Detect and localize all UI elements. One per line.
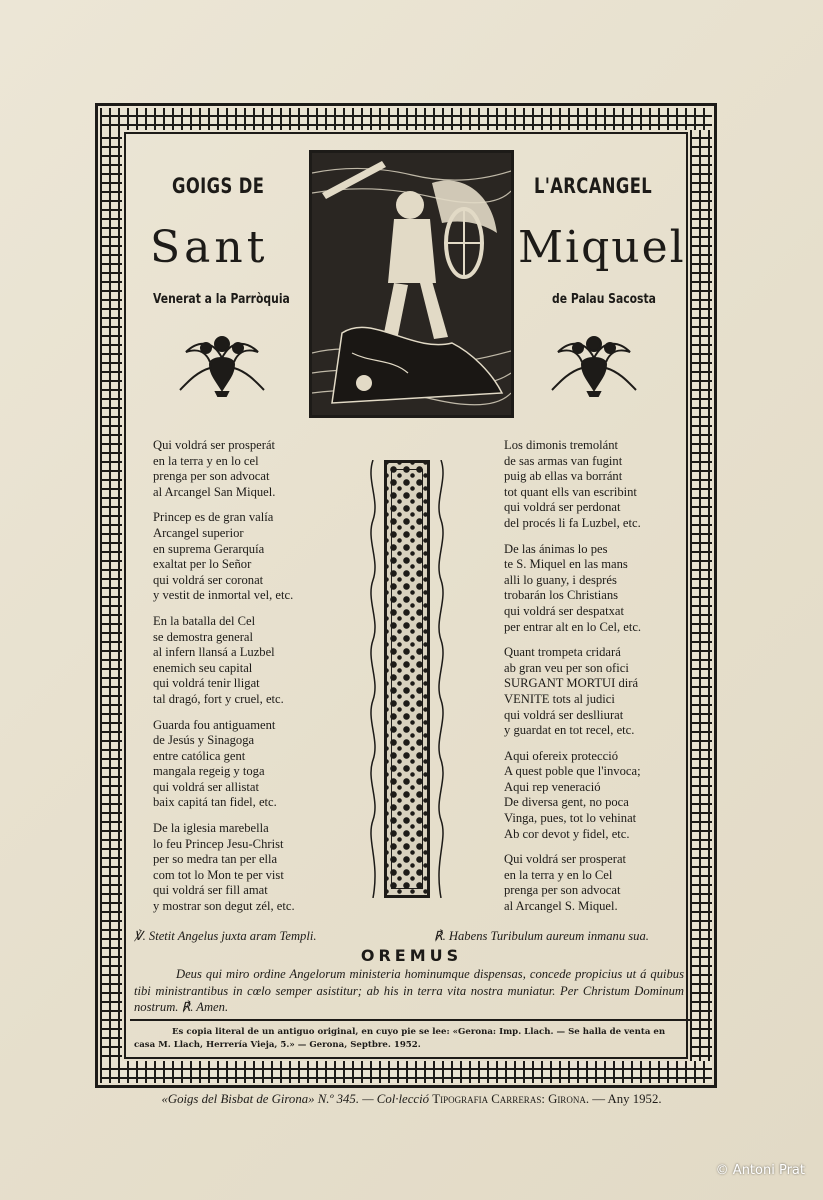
verse-line: qui voldrá ser coronat bbox=[153, 572, 264, 587]
verse-line: VENITE tots al judici bbox=[504, 691, 615, 706]
verse-line: se demostra general bbox=[153, 629, 254, 644]
verses-left bbox=[153, 438, 295, 915]
verse-line: al Arcangel San Miquel. bbox=[153, 484, 276, 499]
verse-line: en la terra y en lo cel bbox=[153, 453, 259, 468]
verse-line: Qui voldrá ser prosperat bbox=[504, 852, 627, 867]
verse-line: De la iglesia marebella bbox=[153, 821, 269, 836]
verse-line: Arcangel superior bbox=[153, 525, 244, 540]
verse-line: Qui voldrá ser prosperát bbox=[153, 438, 276, 452]
footer-line bbox=[0, 1092, 823, 1107]
verse-line: qui voldrá ser perdonat bbox=[504, 500, 621, 515]
colophon-note: Es copia literal de un antiguo original, en cuyo pie se lee: «Gerona: Imp. Llach. — Se halla de venta en casa M. Llach, Herrería Vieja, 5.» — Gerona, Septbre. 1952. bbox=[134, 1027, 666, 1050]
subtitle-right: de Palau Sacosta bbox=[552, 291, 656, 307]
verse-line: te S. Miquel en las mans bbox=[504, 557, 628, 572]
verse-line: en suprema Gerarquía bbox=[153, 541, 265, 556]
verse-line: tot quant ells van escribint bbox=[504, 484, 637, 499]
heading-right: L'ARCANGEL bbox=[534, 174, 653, 198]
response: ℟. Habens Turibulum aureum inmanu sua. bbox=[434, 929, 649, 943]
verse-line: y mostrar son degut zél, etc. bbox=[153, 899, 295, 914]
verse-line: per entrar alt en lo Cel, etc. bbox=[504, 619, 642, 634]
vine-left-icon bbox=[366, 460, 380, 898]
stanza-gap bbox=[153, 604, 295, 614]
floral-urn-icon-right bbox=[548, 328, 640, 398]
verse-line: SURGANT MORTUI dirá bbox=[504, 676, 639, 691]
stanza-gap bbox=[504, 842, 641, 852]
verse-line: A quest poble que l'invoca; bbox=[504, 764, 641, 779]
verse-line: baix capitá tan fidel, etc. bbox=[153, 795, 277, 810]
stanza-gap bbox=[153, 708, 295, 718]
verses-right bbox=[504, 438, 641, 915]
verse-line: del procés li fa Luzbel, etc. bbox=[504, 515, 641, 530]
verse-line: y vestit de inmortal vel, etc. bbox=[153, 588, 294, 603]
verse-line: y guardat en tot recel, etc. bbox=[504, 723, 635, 738]
verse-line: al Arcangel S. Miquel. bbox=[504, 899, 618, 914]
title-sant: Sant bbox=[150, 222, 269, 273]
verse-line: al infern llansá a Luzbel bbox=[153, 645, 275, 660]
photo-credit: © Antoni Prat bbox=[715, 1163, 805, 1178]
verse-line: qui voldrá ser allistat bbox=[153, 779, 259, 794]
verse-line: en la terra y en lo Cel bbox=[504, 867, 613, 882]
verse-line: Quant trompeta cridará bbox=[504, 645, 621, 660]
pillar-inner-rule bbox=[391, 469, 423, 889]
footer-series: «Goigs del Bisbat de Girona» N.º 345. — bbox=[161, 1092, 374, 1106]
archangel-figure-icon bbox=[312, 153, 511, 415]
verse-line: ab gran veu per son ofici bbox=[504, 660, 629, 675]
verse-line: de sas armas van fugint bbox=[504, 453, 623, 468]
verse-line: qui voldrá ser fill amat bbox=[153, 883, 268, 898]
verse-line: tal dragó, fort y cruel, etc. bbox=[153, 691, 284, 706]
footer-year: — Any 1952. bbox=[592, 1092, 662, 1106]
border-bottom bbox=[100, 1061, 712, 1083]
verse-line: En la batalla del Cel bbox=[153, 613, 256, 628]
verse-line: Los dimonis tremolánt bbox=[504, 438, 619, 452]
verse-line: alli lo guany, i després bbox=[504, 572, 617, 587]
footer-printer: Tipografia Carreras: Girona. bbox=[432, 1092, 590, 1106]
verse-line: exaltat per lo Señor bbox=[153, 557, 252, 572]
prayer-paragraph: Deus qui miro ordine Angelorum ministeria hominumque dispensas, concede propicius ut á quibus tibi ministrantibus in cœlo semper asistitur; ab his in terra vita nostra muniatur. Per Christum Dominum nostrum. ℟. Amen. bbox=[134, 967, 684, 1014]
stanza-gap bbox=[504, 532, 641, 542]
verse-line: qui voldrá tenir lligat bbox=[153, 676, 260, 691]
verse-line: Ab cor devot y fidel, etc. bbox=[504, 826, 630, 841]
verse-line: Aqui ofereix protecció bbox=[504, 748, 618, 763]
stanza-gap bbox=[504, 739, 641, 749]
versicle: ℣. Stetit Angelus juxta aram Templi. bbox=[134, 929, 317, 943]
verse-line: enemich seu capital bbox=[153, 660, 253, 675]
verse-line: Princep es de gran valía bbox=[153, 510, 274, 525]
verse-line: lo feu Princep Jesu-Christ bbox=[153, 836, 284, 851]
subtitle-left: Venerat a la Parròquia bbox=[153, 291, 290, 307]
divider-rule bbox=[130, 1019, 690, 1021]
verse-line: de Jesús y Sinagoga bbox=[153, 733, 255, 748]
ornamental-pillar bbox=[384, 460, 430, 898]
verse-line: mangala regeig y toga bbox=[153, 764, 265, 779]
verse-line: prenga per son advocat bbox=[504, 883, 621, 898]
verse-line: per so medra tan per ella bbox=[153, 852, 278, 867]
border-right bbox=[690, 130, 712, 1061]
verse-line: qui voldrá ser deslliurat bbox=[504, 707, 624, 722]
prayer-text bbox=[134, 966, 684, 1016]
footer-collection: Col·lecció bbox=[376, 1092, 430, 1106]
oremus-title: OREMUS bbox=[360, 946, 463, 965]
verse-line: qui voldrá ser despatxat bbox=[504, 603, 624, 618]
verse-line: De diversa gent, no poca bbox=[504, 795, 629, 810]
stanza-gap bbox=[153, 811, 295, 821]
stanza-gap bbox=[153, 500, 295, 510]
verse-line: trobarán los Christians bbox=[504, 588, 619, 603]
saint-michael-woodcut bbox=[309, 150, 514, 418]
heading-left: GOIGS DE bbox=[172, 174, 265, 198]
floral-urn-icon-left bbox=[176, 328, 268, 398]
verse-line: Vinga, pues, tot lo vehinat bbox=[504, 811, 637, 826]
verse-line: Guarda fou antiguament bbox=[153, 717, 276, 732]
verse-line: prenga per son advocat bbox=[153, 469, 270, 484]
vine-right-icon bbox=[434, 460, 448, 898]
stanza-gap bbox=[504, 635, 641, 645]
verse-line: De las ánimas lo pes bbox=[504, 541, 608, 556]
verse-line: Aqui rep veneració bbox=[504, 779, 601, 794]
title-miquel: Miquel bbox=[518, 222, 686, 273]
verse-line: puig ab ellas va borránt bbox=[504, 469, 623, 484]
verse-line: entre católica gent bbox=[153, 748, 246, 763]
border-top bbox=[100, 108, 712, 130]
verse-line: com tot lo Mon te per vist bbox=[153, 867, 284, 882]
border-left bbox=[100, 130, 122, 1061]
